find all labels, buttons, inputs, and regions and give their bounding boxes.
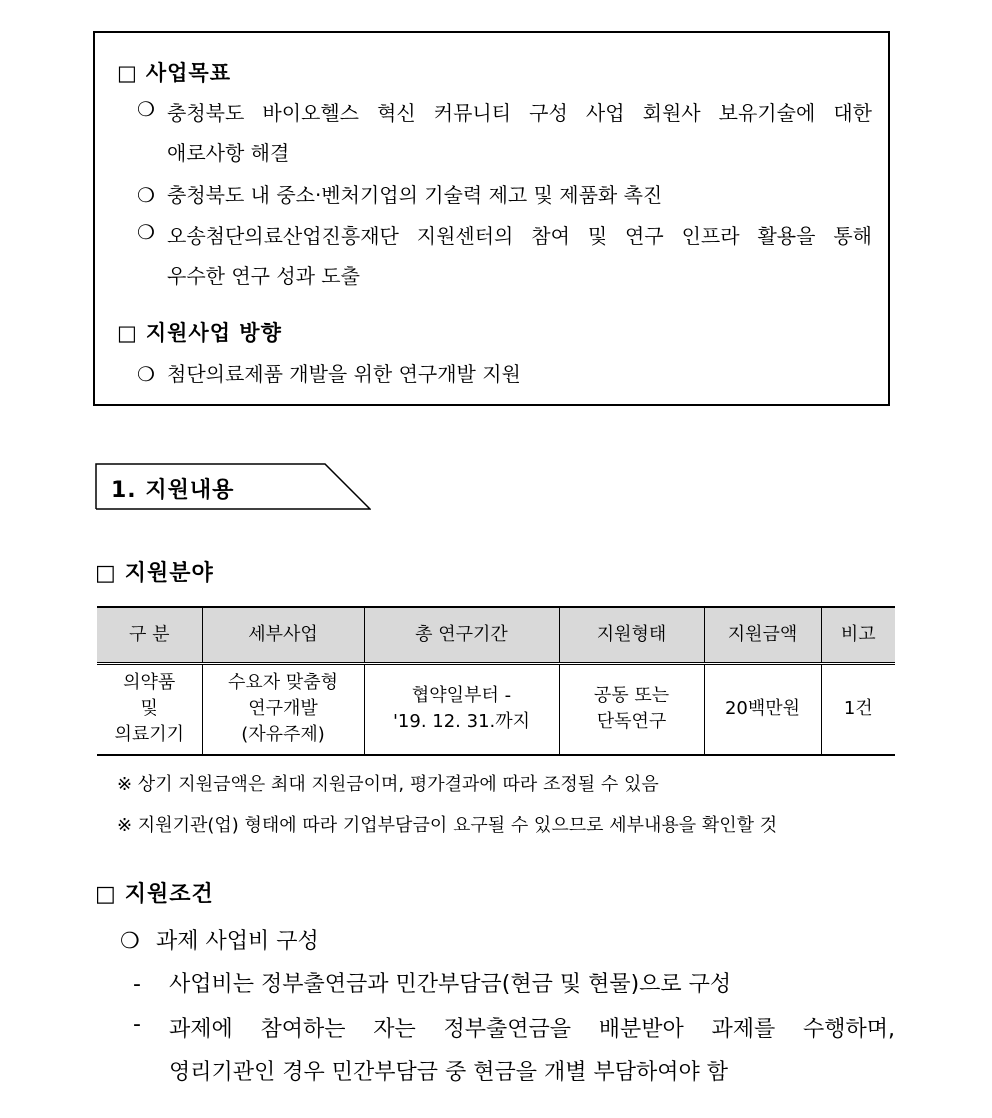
header-type: 지원형태 xyxy=(559,607,704,663)
cell-sub-project: 수요자 맞춤형 연구개발 (자유주제) xyxy=(202,663,364,755)
field-heading: □ 지원분야 xyxy=(95,561,214,586)
section-title: 1. 지원내용 xyxy=(111,478,235,503)
cell-amount: 20백만원 xyxy=(704,663,821,755)
heading-box-marker: □ xyxy=(95,561,117,586)
condition-dash-2-cont: 영리기관인 경우 민간부담금 중 현금을 개별 부담하여야 함 xyxy=(169,1060,729,1085)
section-tab xyxy=(95,463,371,510)
heading-box-marker: □ xyxy=(117,61,138,85)
direction-heading: □ 지원사업 방향 xyxy=(117,321,282,345)
bullet-circle-icon: ❍ xyxy=(137,220,155,244)
dash-marker: - xyxy=(133,1012,141,1037)
condition-dash-2: - 과제에 참여하는 자는 정부출연금을 배분받아 과제를 수행하며, xyxy=(133,1012,895,1042)
header-category: 구 분 xyxy=(97,607,202,663)
goal-item-2: ❍ 충청북도 내 중소·벤처기업의 기술력 제고 및 제품화 촉진 xyxy=(137,183,663,207)
support-table xyxy=(97,606,895,756)
note-max-amount: ※ 상기 지원금액은 최대 지원금이며, 평가결과에 따라 조정될 수 있음 xyxy=(117,774,659,795)
header-note: 비고 xyxy=(821,607,895,663)
bullet-circle-icon: ❍ xyxy=(120,929,140,954)
condition-item-title: ❍ 과제 사업비 구성 xyxy=(120,929,319,954)
bullet-circle-icon: ❍ xyxy=(137,362,155,386)
direction-item-1: ❍ 첨단의료제품 개발을 위한 연구개발 지원 xyxy=(137,362,521,386)
dash-marker: - xyxy=(133,972,141,997)
cell-category: 의약품 및 의료기기 xyxy=(97,663,202,755)
goal-item-3-cont: 우수한 연구 성과 도출 xyxy=(167,264,360,288)
cell-type: 공동 또는 단독연구 xyxy=(559,663,704,755)
note-company-share: ※ 지원기관(업) 형태에 따라 기업부담금이 요구될 수 있으므로 세부내용을 확인할 것 xyxy=(117,815,778,836)
heading-box-marker: □ xyxy=(117,321,138,345)
bullet-circle-icon: ❍ xyxy=(137,97,155,121)
header-sub-project: 세부사업 xyxy=(202,607,364,663)
cell-period: 협약일부터 - '19. 12. 31.까지 xyxy=(364,663,559,755)
header-amount: 지원금액 xyxy=(704,607,821,663)
condition-dash-1: - 사업비는 정부출연금과 민간부담금(현금 및 현물)으로 구성 xyxy=(133,972,732,997)
header-period: 총 연구기간 xyxy=(364,607,559,663)
heading-box-marker: □ xyxy=(95,882,117,907)
conditions-heading: □ 지원조건 xyxy=(95,882,214,907)
goal-box xyxy=(93,31,890,406)
goal-item-1-cont: 애로사항 해결 xyxy=(167,141,290,165)
goal-heading: □ 사업목표 xyxy=(117,61,231,85)
goal-item-3: ❍ 오송첨단의료산업진흥재단 지원센터의 참여 및 연구 인프라 활용을 통해 xyxy=(137,220,872,248)
bullet-circle-icon: ❍ xyxy=(137,183,155,207)
table-header-row xyxy=(97,607,895,663)
goal-item-1: ❍ 충청북도 바이오헬스 혁신 커뮤니티 구성 사업 회원사 보유기술에 대한 xyxy=(137,97,872,125)
cell-note: 1건 xyxy=(821,663,895,755)
table-row xyxy=(97,663,895,755)
